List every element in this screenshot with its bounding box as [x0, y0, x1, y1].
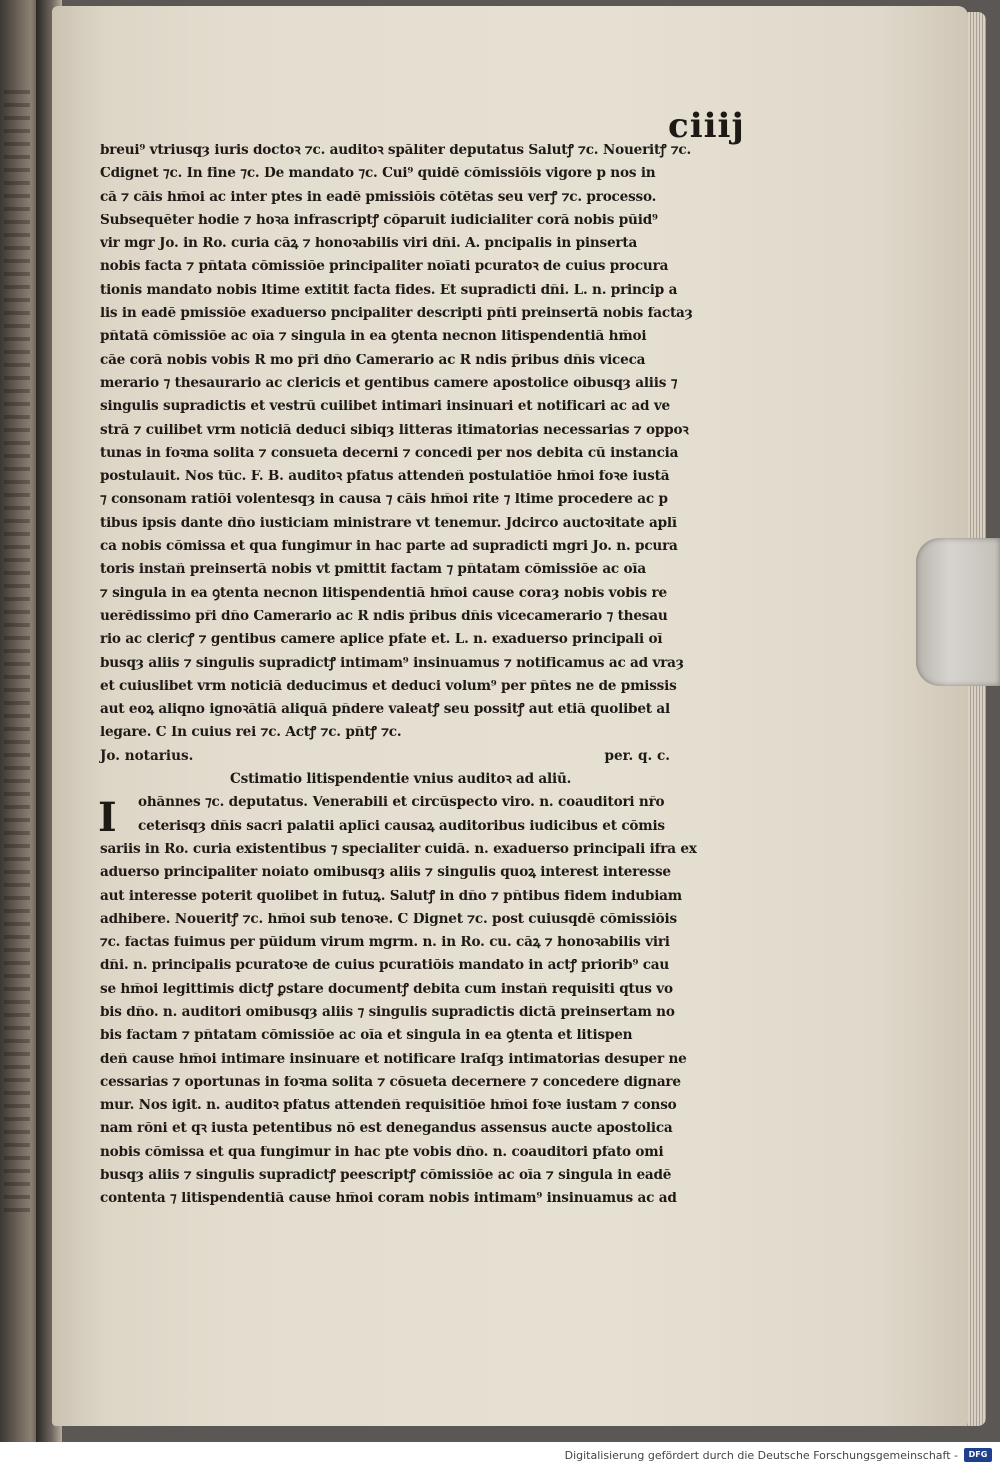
text-line: contenta ⁊ litispendentiā cause hm̄oi coram nobis intimam⁹ insinuamus ac ad: [100, 1192, 677, 1207]
text-line: vir mgr Jo. in Ro. curia cāꝝ ⁊ honoꝛabilis viri dn̄i. A. pncipalis in pinserta: [100, 237, 638, 252]
text-line: mur. Nos igit. n. auditoꝛ pfatus attendeñ requisitiōe hm̄oi foꝛe iustam ⁊ conso: [100, 1099, 677, 1114]
second-paragraph: [100, 796, 740, 1215]
text-line: tionis mandato nobis ltime extitit facta fides. Et supradicti dn̄i. L. n. princip a: [100, 283, 678, 298]
per-qc-mark: per. q. c.: [604, 747, 670, 764]
text-line: cā ⁊ cāis hm̄oi ac inter ptes in eadē pmissiōis cōtētas seu verꝭ ⁊c. processo.: [100, 190, 657, 205]
body-text: [100, 144, 740, 1216]
text-line: strā ⁊ cuilibet vrm noticiā deduci sibiqȝ litteras itimatorias necessarias ⁊ oppoꝛ: [100, 423, 689, 438]
text-line: aduerso principaliter noiato omibusqȝ aliis ⁊ singulis quoꝝ interest interesse: [100, 866, 671, 881]
text-line: ca nobis cōmissa et qua fungimur in hac parte ad supradicti mgri Jo. n. pcura: [100, 540, 678, 555]
text-line: cessarias ⁊ oportunas in foꝛma solita ⁊ cōsueta decernere ⁊ concedere dignare: [100, 1075, 681, 1090]
text-line: busqȝ aliis ⁊ singulis supradictꝭ peescriptꝭ cōmissiōe ac oīa ⁊ singula in eadē: [100, 1169, 672, 1184]
text-line: busqȝ aliis ⁊ singulis supradictꝭ intimam⁹ insinuamus ⁊ notificamus ac ad vraȝ: [100, 656, 684, 671]
text-line: ohānnes ⁊c. deputatus. Venerabili et circūspecto viro. n. coauditori nr̄o: [138, 796, 665, 811]
text-line: bis dn̄o. n. auditori omibusqȝ aliis ⁊ singulis supradictis dictā preinsertam no: [100, 1005, 675, 1020]
text-line: dn̄i. n. principalis pcuratoꝛe de cuius pcuratiōis mandato in actꝭ priorib⁹ cau: [100, 959, 670, 974]
text-line: deñ cause hm̄oi intimare insinuare et notificare lraſqȝ intimatorias desuper ne: [100, 1052, 687, 1067]
text-line: breui⁹ vtriusqȝ iuris doctoꝛ ⁊c. auditoꝛ spālíter deputatus Salutꝭ ⁊c. Noueritꝭ ⁊c.: [100, 144, 692, 158]
footer-bar: [0, 1442, 1000, 1470]
left-page-text-fragment: [4, 90, 30, 1220]
decorated-initial: I: [98, 794, 117, 842]
text-line: ⁊c. factas fuimus per pūidum virum mgrm. n. in Ro. cu. cāꝝ ⁊ honoꝛabilis viri: [100, 936, 670, 951]
text-line: adhibere. Noueritꝭ ⁊c. hm̄oi sub tenoꝛe. C Dignet ⁊c. post cuiusqdē cōmissiōis: [100, 912, 677, 927]
text-line: tibus ipsis dante dn̄o iusticiam ministrare vt tenemur. Jdcirco auctoꝛitate aplī: [100, 516, 677, 531]
text-line: rio ac clericꝭ ⁊ gentibus camere aplice pfate et. L. n. exaduerso principali oī: [100, 633, 663, 648]
signature-line: [100, 747, 740, 773]
text-part-1: [100, 144, 740, 750]
text-line: tunas in foꝛma solita ⁊ consueta decerni ⁊ concedi per nos debita cū instancia: [100, 446, 679, 461]
funding-notice: Digitalisierung gefördert durch die Deutsche Forschungsgemeinschaft -: [564, 1449, 958, 1462]
text-line: sariis in Ro. curia existentibus ⁊ specialiter cuidā. n. exaduerso principali ifra ex: [100, 842, 697, 857]
text-line: bis factam ⁊ pn̄tatam cōmissiōe ac oīa et singula in ea ꝯtenta et litispen: [100, 1029, 633, 1044]
text-line: Subsequēter hodie ⁊ hoꝛa infrascriptꝭ cōparuit iudicialiter corā nobis pūid⁹: [100, 213, 658, 228]
text-line: nobis facta ⁊ pn̄tata cōmissiōe principaliter noīati pcuratoꝛ de cuius procura: [100, 260, 669, 275]
text-line: et cuiuslibet vrm noticiā deducimus et deduci volum⁹ per pn̄tes ne de pmissis: [100, 679, 677, 694]
text-line: legare. C In cuius rei ⁊c. Actꝭ ⁊c. pn̄tꝭ ⁊c.: [100, 726, 402, 741]
text-line: pn̄tatā cōmissiōe ac oīa ⁊ singula in ea ꝯtenta necnon litispendentiā hm̄oi: [100, 330, 647, 345]
text-line: Cdignet ⁊c. In fine ⁊c. De mandato ⁊c. Cui⁹ quidē cōmissiōis vigore p nos in: [100, 167, 656, 182]
text-line: ceterisqȝ dn̄is sacri palatii aplīci causaꝝ auditoribus iudicibus et cōmis: [138, 819, 665, 834]
text-part-2: [100, 796, 740, 1215]
text-line: ⁊ singula in ea ꝯtenta necnon litispendentiā hm̄oi cause coraȝ nobis vobis re: [100, 586, 667, 601]
section-heading: Cstimatio litispendentie vnius auditoꝛ ad aliū.: [230, 771, 572, 788]
text-line: lis in eadē pmissiōe exaduerso pncipaliter descripti pn̄ti preinsertā nobis factaȝ: [100, 307, 693, 322]
text-line: nam rōni et qꝛ iusta petentibus nō est denegandus assensus aucte apostolica: [100, 1122, 673, 1137]
notary-signature: Jo. notarius.: [100, 747, 194, 764]
text-line: nobis cōmissa et qua fungimur in hac pte vobis dn̄o. n. coauditori pfato omi: [100, 1145, 664, 1160]
text-line: postulauit. Nos tūc. F. B. auditoꝛ pfatus attendeñ postulatiōe hm̄oi foꝛe iustā: [100, 470, 670, 485]
text-line: cāe corā nobis vobis R mo pr̄i dn̄o Camerario ac R ndis p̄ribus dn̄is viceca: [100, 353, 646, 368]
page-clip: [916, 538, 1000, 686]
text-line: singulis supradictis et vestrū cuilibet intimari insinuari et notificari ac ad ve: [100, 400, 670, 415]
folio-number: ciiij: [668, 106, 745, 146]
text-line: se hm̄oi legittimis dictꝭ ꝑstare documentꝭ debita cum instañ requisiti qtus vo: [100, 982, 673, 997]
text-line: aut eoꝝ aliqno ignoꝛātiā aliquā pn̄dere valeatꝭ seu possitꝭ aut etiā quolibet al: [100, 703, 670, 718]
dfg-logo: DFG: [964, 1448, 992, 1462]
text-line: aut interesse poterit quolibet in futuꝝ. Salutꝭ in dn̄o ⁊ pn̄tibus fidem indubiam: [100, 889, 682, 904]
text-line: ⁊ consonam ratiōi volentesqȝ in causa ⁊ cāis hm̄oi rite ⁊ ltime procedere ac p: [100, 493, 668, 508]
text-line: toris instañ preinsertā nobis vt pmittit factam ⁊ pn̄tatam cōmissiōe ac oīa: [100, 563, 646, 578]
text-line: merario ⁊ thesaurario ac clericis et gentibus camere apostolice oibusqȝ aliis ⁊: [100, 376, 678, 391]
text-line: uerēdissimo pr̄i dn̄o Camerario ac R ndis p̄ribus dn̄is vicecamerario ⁊ thesau: [100, 609, 668, 624]
